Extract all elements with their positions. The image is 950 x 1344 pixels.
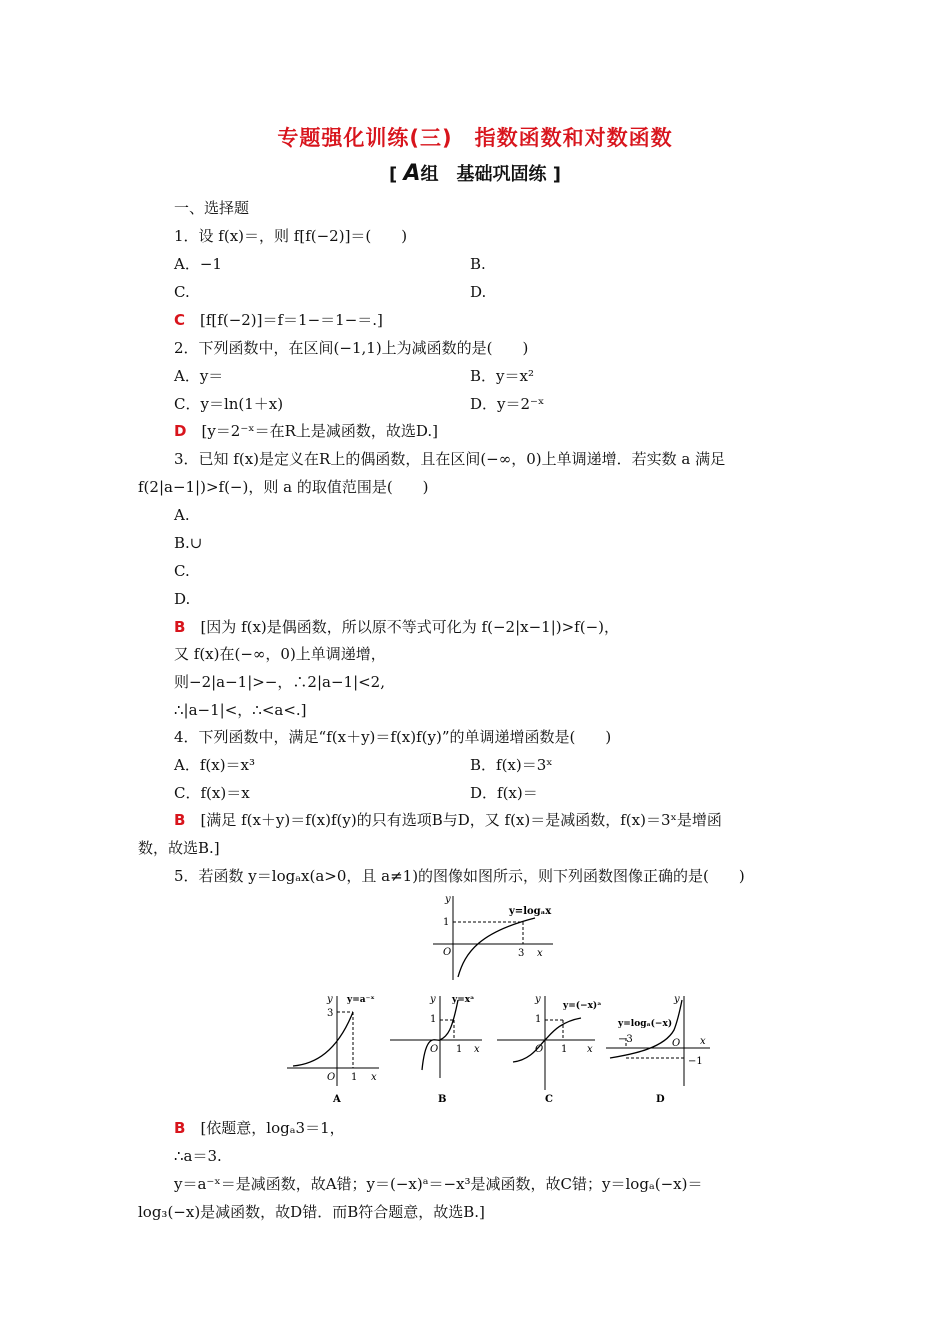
group-label: 组 基础巩固练 — [420, 164, 547, 185]
origin-label: O — [327, 1072, 336, 1083]
tick-3: 3 — [327, 1008, 334, 1019]
curve-label: y=(−x)ᵃ — [563, 1001, 602, 1011]
answer-5-letter: B — [174, 1119, 186, 1137]
tick-neg1: −1 — [688, 1056, 703, 1067]
answer-2-text: [y＝2⁻ˣ＝在R上是减函数，故选D.] — [201, 422, 439, 440]
q2-option-c: C．y＝ln(1＋x) — [174, 395, 284, 413]
answer-1-letter: C — [174, 311, 186, 329]
answer-1 — [174, 310, 383, 330]
curve-a — [293, 1012, 353, 1066]
x-label: x — [371, 1072, 377, 1083]
q3-option-d: D. — [174, 590, 191, 608]
y-label: y — [674, 994, 680, 1005]
option-label: B — [438, 1094, 447, 1105]
answer-5-line-3: y＝a⁻ˣ＝是减函数，故A错；y＝(−x)ᵃ＝−x³是减函数，故C错；y＝logₐ(−x)＝ — [174, 1175, 703, 1193]
question-3-cont: f(2|a−1|)>f(−)，则 a 的取值范围是( ) — [138, 478, 429, 496]
answer-3-line-2: 又 f(x)在(−∞，0)上单调递增， — [174, 645, 386, 663]
main-log-graph — [425, 892, 565, 982]
y-label: y — [535, 994, 541, 1005]
tick-1-y: 1 — [535, 1014, 542, 1025]
answer-5-text: [依题意，logₐ3＝1， — [200, 1119, 345, 1137]
y-label: y — [430, 994, 436, 1005]
x-label: x — [587, 1044, 593, 1055]
curve-label: y=logₐx — [509, 906, 552, 917]
option-a-graph — [285, 990, 385, 1106]
origin-label: O — [672, 1038, 681, 1049]
origin-label: O — [430, 1044, 439, 1055]
tick-neg3: −3 — [618, 1034, 633, 1045]
curve-label: y=a⁻ˣ — [347, 995, 375, 1005]
q2-option-a: A．y＝ — [174, 367, 224, 385]
question-1: 1．设 f(x)＝，则 f[f(−2)]＝( ) — [174, 227, 408, 245]
option-d-graph — [604, 990, 722, 1106]
q1-option-b: B. — [470, 255, 486, 273]
q4-option-d: D．f(x)＝ — [470, 784, 538, 802]
answer-4-line-2: 数，故选B.] — [138, 839, 220, 857]
q3-option-c: C. — [174, 562, 190, 580]
answer-2-letter: D — [174, 422, 187, 440]
answer-3-text: [因为 f(x)是偶函数，所以原不等式可化为 f(−2|x−1|)>f(−)， — [200, 618, 619, 636]
q4-option-b: B．f(x)＝3ˣ — [470, 756, 553, 774]
tick-3: 3 — [518, 948, 525, 959]
group-heading — [0, 160, 950, 186]
q1-option-d: D. — [470, 283, 487, 301]
group-mark: A — [403, 161, 421, 186]
q1-option-a: A．−1 — [174, 255, 222, 273]
option-label: C — [545, 1094, 553, 1105]
answer-4-text: [满足 f(x＋y)＝f(x)f(y)的只有选项B与D，又 f(x)＝是减函数，f(x)＝3ˣ是增函 — [200, 811, 722, 829]
question-4: 4．下列函数中，满足“f(x＋y)＝f(x)f(y)”的单调递增函数是( ) — [174, 728, 612, 746]
option-b-graph — [388, 990, 488, 1106]
tick-1: 1 — [443, 917, 450, 928]
answer-2 — [174, 421, 438, 441]
q4-option-a: A．f(x)＝x³ — [174, 756, 256, 774]
answer-5-line-4: log₃(−x)是减函数，故D错．而B符合题意，故选B.] — [138, 1203, 485, 1221]
bracket-open: [ — [388, 164, 398, 185]
y-label: y — [445, 894, 451, 905]
tick-1: 1 — [351, 1072, 358, 1083]
tick-1-x: 1 — [561, 1044, 568, 1055]
x-label: x — [474, 1044, 480, 1055]
bracket-close: ] — [552, 164, 562, 185]
tick-1-y: 1 — [430, 1014, 437, 1025]
answer-1-text: [f[f(−2)]＝f＝1−＝1−＝.] — [200, 311, 383, 329]
question-5: 5．若函数 y＝logₐx(a>0，且 a≠1)的图像如图所示，则下列函数图像正确的是( ) — [174, 867, 745, 885]
origin-label: O — [443, 947, 452, 958]
curve-label: y=xᵃ — [452, 995, 475, 1005]
option-label: D — [656, 1094, 665, 1105]
question-2: 2．下列函数中，在区间(−1,1)上为减函数的是( ) — [174, 339, 529, 357]
answer-4-letter: B — [174, 811, 186, 829]
section-heading: 一、选择题 — [174, 199, 250, 217]
q1-option-c: C. — [174, 283, 190, 301]
tick-1-x: 1 — [456, 1044, 463, 1055]
q2-option-b: B．y＝x² — [470, 367, 534, 385]
answer-5-line-2: ∴a＝3. — [174, 1147, 222, 1165]
answer-3 — [174, 617, 619, 637]
page-title: 专题强化训练(三) 指数函数和对数函数 — [277, 126, 673, 150]
x-label: x — [537, 948, 543, 959]
q3-option-a: A. — [174, 506, 190, 524]
x-label: x — [700, 1036, 706, 1047]
answer-3-letter: B — [174, 618, 186, 636]
answer-3-line-3: 则−2|a−1|>−，∴2|a−1|<2, — [174, 673, 385, 691]
answer-3-line-4: ∴|a−1|<，∴<a<.] — [174, 701, 307, 719]
answer-4 — [174, 810, 722, 830]
curve-label: y=logₐ(−x) — [618, 1019, 673, 1029]
origin-label: O — [535, 1044, 544, 1055]
q2-option-d: D．y＝2⁻ˣ — [470, 395, 545, 413]
option-label: A — [333, 1094, 341, 1105]
q4-option-c: C．f(x)＝x — [174, 784, 250, 802]
answer-5 — [174, 1118, 345, 1138]
option-c-graph — [495, 990, 605, 1106]
y-label: y — [327, 994, 333, 1005]
curve-d — [610, 1000, 682, 1058]
question-3: 3．已知 f(x)是定义在R上的偶函数，且在区间(−∞，0)上单调递增．若实数 a 满足 — [174, 450, 726, 468]
q3-option-b: B.∪ — [174, 534, 203, 552]
